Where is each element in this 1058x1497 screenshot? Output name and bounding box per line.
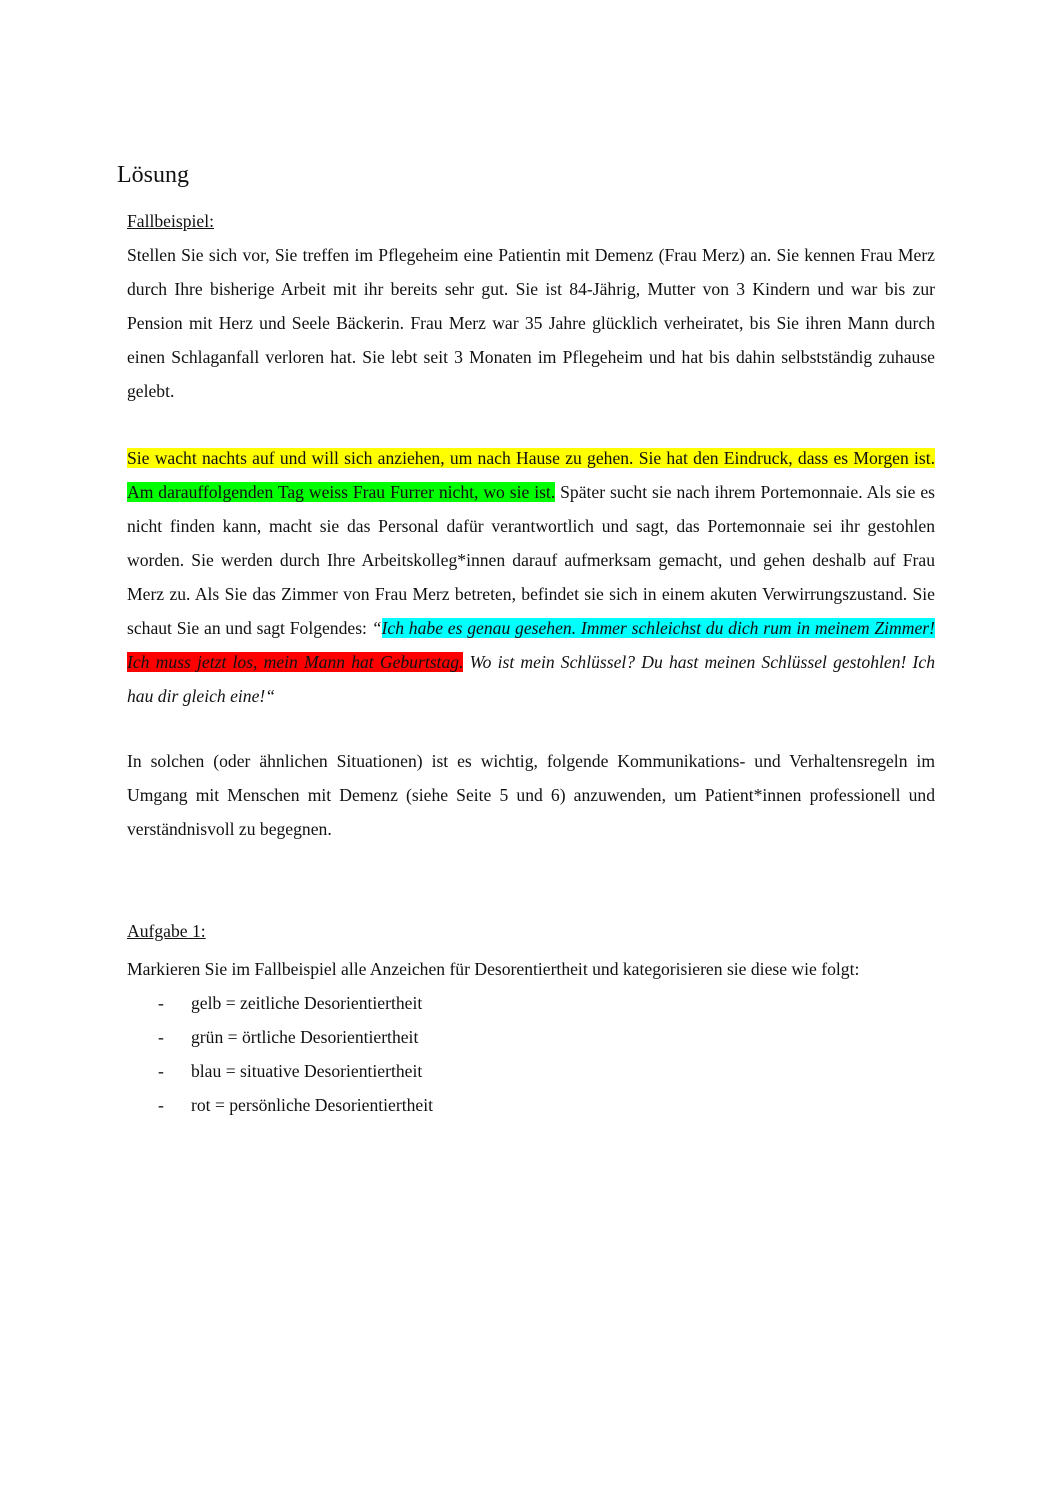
case-paragraph-1: Stellen Sie sich vor, Sie treffen im Pflegeheim eine Patientin mit Demenz (Frau Merz) an. Sie kennen Frau Merz durch Ihre bisherige Arbeit mit ihr bereits sehr gut. Sie ist 84-Jährig, Mutter von 3 Kindern und war bis zur Pension mit Herz und Seele Bäckerin. Frau Merz war 35 Jahre glücklich verheiratet, bis Sie ihren Mann durch einen Schlaganfall verloren hat. Sie lebt seit 3 Monaten im Pflegeheim und hat bis dahin selbstständig zuhause gelebt.	[127, 245, 935, 401]
category-list	[127, 986, 935, 1122]
list-item	[127, 1088, 935, 1122]
task-heading-text: Aufgabe 1:	[127, 921, 206, 941]
quote-open: “	[371, 618, 382, 638]
case-paragraph-2	[127, 441, 935, 713]
list-item	[127, 1020, 935, 1054]
highlight-situative: Ich habe es genau gesehen. Immer schleichst du dich rum in meinem Zimmer!	[381, 618, 935, 638]
case-paragraph-2-text: Später sucht sie nach ihrem Portemonnaie. Als sie es nicht finden kann, macht sie das Personal dafür verantwortlich und sagt, das Portemonnaie sei ihr gestohlen worden. Sie werden durch Ihre Arbeitskolleg*innen darauf aufmerksam gemacht, und gehen deshalb auf Frau Merz zu. Als Sie das Zimmer von Frau Merz betreten, befindet sie sich in einem akuten Verwirrungszustand. Sie schaut Sie an und sagt Folgendes:	[127, 482, 935, 638]
case-heading	[127, 204, 935, 238]
list-item	[127, 986, 935, 1020]
task-instruction: Markieren Sie im Fallbeispiel alle Anzeichen für Desorentiertheit und kategorisieren sie diese wie folgt:	[127, 959, 860, 979]
highlight-spatial: Am darauffolgenden Tag weiss Frau Furrer nicht, wo sie ist.	[127, 482, 556, 502]
page-title: Lösung	[117, 162, 189, 188]
bullet-dash: -	[158, 1061, 164, 1081]
list-item-text: rot = persönliche Desorientiertheit	[191, 1095, 433, 1115]
bullet-dash: -	[158, 1095, 164, 1115]
task-heading	[127, 914, 935, 948]
list-item	[127, 1054, 935, 1088]
list-item-text: blau = situative Desorientiertheit	[191, 1061, 423, 1081]
quote-end: Wo ist mein Schlüssel? Du hast meinen Schlüssel gestohlen! Ich hau dir gleich eine!“	[127, 652, 936, 706]
list-item-text: gelb = zeitliche Desorientiertheit	[191, 993, 423, 1013]
highlight-personal: Ich muss jetzt los, mein Mann hat Geburtstag.	[127, 652, 464, 672]
bullet-dash: -	[158, 1027, 164, 1047]
case-heading-text: Fallbeispiel:	[127, 211, 214, 231]
case-paragraph-3: In solchen (oder ähnlichen Situationen) ist es wichtig, folgende Kommunikations- und Verhaltensregeln im Umgang mit Menschen mit Demenz (siehe Seite 5 und 6) anzuwenden, um Patient*innen professionell und verständnisvoll zu begegnen.	[127, 751, 935, 839]
bullet-dash: -	[158, 993, 164, 1013]
list-item-text: grün = örtliche Desorientiertheit	[191, 1027, 419, 1047]
highlight-temporal: Sie wacht nachts auf und will sich anziehen, um nach Hause zu gehen. Sie hat den Eindruck, dass es Morgen ist.	[127, 448, 935, 468]
